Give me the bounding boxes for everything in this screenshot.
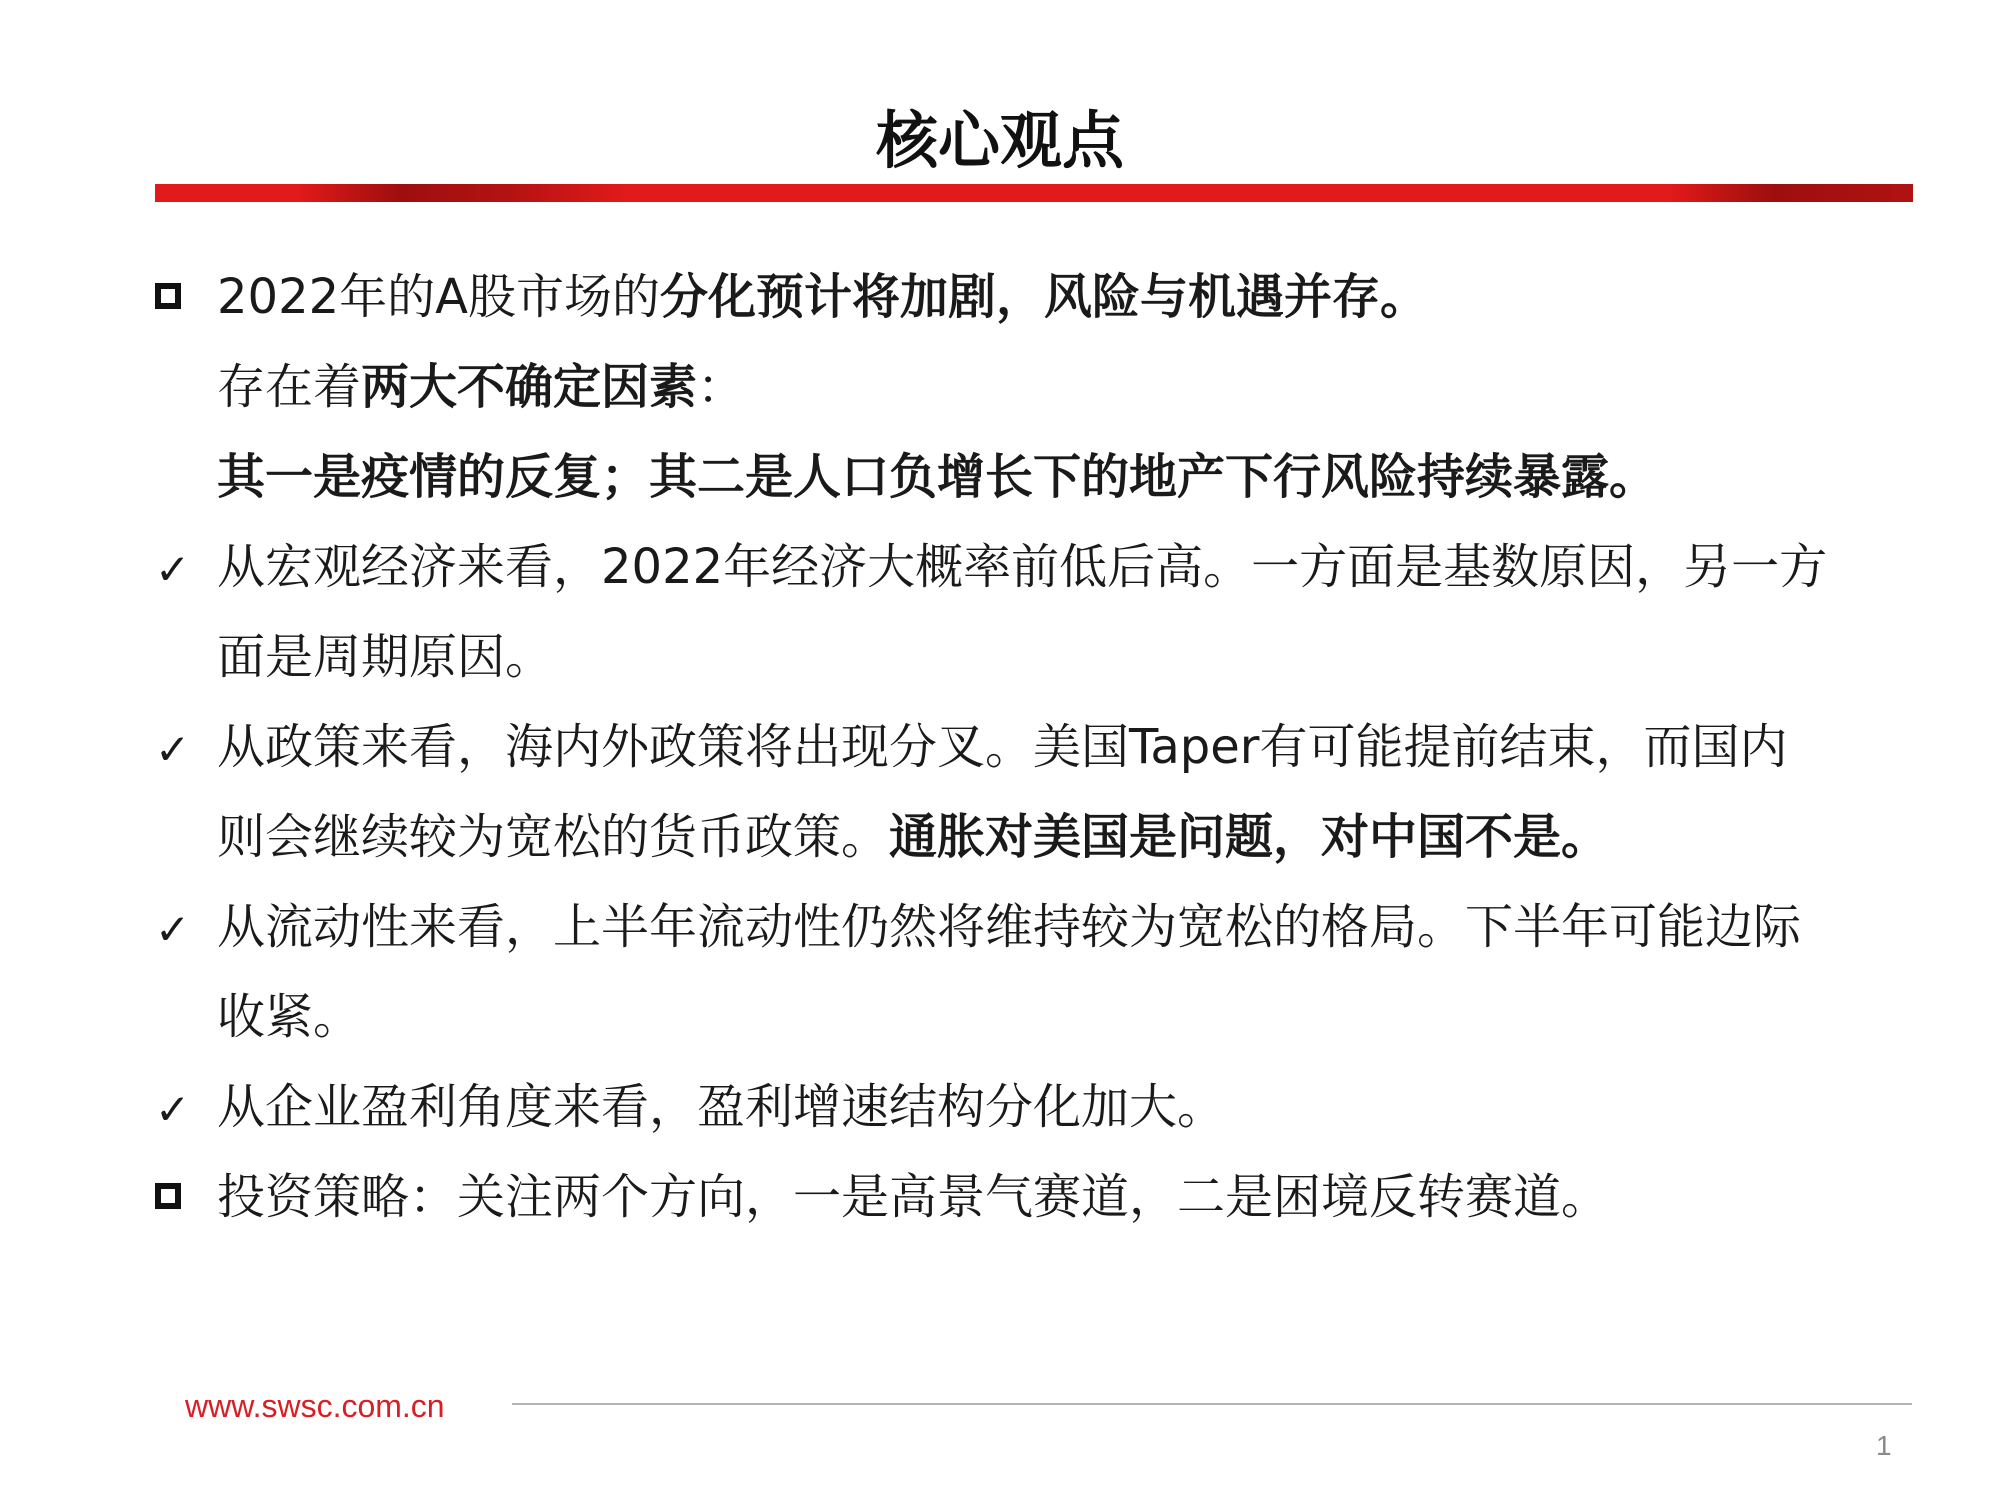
- page-title: 核心观点: [875, 104, 1124, 177]
- checkmark-icon: ✓: [155, 545, 191, 594]
- bullet-text: [217, 1152, 1609, 1242]
- footer-url[interactable]: www.swsc.com.cn: [185, 1388, 445, 1424]
- text-segment: 面是周期原因。: [217, 629, 554, 685]
- bullet-text: [217, 522, 1827, 612]
- text-segment: 存在着: [217, 359, 362, 415]
- bullet-continuation-line: [155, 792, 1915, 882]
- text-segment: ：: [697, 359, 746, 415]
- bullet-item: [155, 1062, 1915, 1152]
- text-segment: 从政策来看，海内外政策将出现分叉。美国Taper有可能提前结束，而国内: [217, 719, 1788, 775]
- bullet-continuation-line: [155, 612, 1915, 702]
- checkmark-icon: ✓: [155, 1085, 191, 1134]
- square-bullet-icon: [155, 283, 181, 309]
- bullet-list: [155, 252, 1915, 1242]
- bold-text-segment: 其一是疫情的反复；其二是人口负增长下的地产下行风险持续暴露。: [217, 449, 1658, 505]
- bullet-text: [217, 342, 745, 432]
- bullet-text: [217, 882, 1801, 972]
- bullet-item: [155, 522, 1915, 612]
- bullet-text: [217, 972, 361, 1062]
- text-segment: 从流动性来看，上半年流动性仍然将维持较为宽松的格局。下半年可能边际: [217, 899, 1802, 955]
- bullet-item: [155, 702, 1915, 792]
- text-segment: 2022年的A股市场的: [217, 269, 660, 325]
- square-bullet-icon: [155, 1152, 215, 1242]
- title-underline-bar: [155, 184, 1913, 202]
- checkmark-icon: ✓: [155, 725, 191, 774]
- bullet-text: [217, 252, 1428, 342]
- bullet-continuation-line: [155, 342, 1915, 432]
- footer-divider: [512, 1403, 1912, 1405]
- bold-text-segment: 通胀对美国是问题，对中国不是。: [889, 809, 1610, 865]
- checkmark-icon: ✓: [155, 905, 191, 954]
- bullet-text: [217, 1062, 1225, 1152]
- bullet-continuation-line: [155, 432, 1915, 522]
- checkmark-icon: [155, 1062, 215, 1155]
- checkmark-icon: [155, 702, 215, 795]
- square-bullet-icon: [155, 1183, 181, 1209]
- square-bullet-icon: [155, 252, 215, 342]
- checkmark-icon: [155, 882, 215, 975]
- text-segment: 从宏观经济来看，2022年经济大概率前低后高。一方面是基数原因，另一方: [217, 539, 1828, 595]
- bold-text-segment: 两大不确定因素: [361, 359, 698, 415]
- bullet-item: [155, 252, 1915, 342]
- text-segment: 从企业盈利角度来看，盈利增速结构分化加大。: [217, 1079, 1226, 1135]
- bold-text-segment: 分化预计将加剧，风险与机遇并存。: [660, 269, 1429, 325]
- bullet-text: [217, 612, 553, 702]
- bullet-continuation-line: [155, 972, 1915, 1062]
- bullet-item: [155, 882, 1915, 972]
- bullet-text: [217, 702, 1788, 792]
- text-segment: 收紧。: [217, 989, 362, 1045]
- bullet-text: [217, 432, 1657, 522]
- page-number: 1: [1876, 1430, 1892, 1461]
- bullet-item: [155, 1152, 1915, 1242]
- text-segment: 则会继续较为宽松的货币政策。: [217, 809, 890, 865]
- text-segment: 投资策略：关注两个方向，一是高景气赛道，二是困境反转赛道。: [217, 1169, 1610, 1225]
- checkmark-icon: [155, 522, 215, 615]
- bullet-text: [217, 792, 1609, 882]
